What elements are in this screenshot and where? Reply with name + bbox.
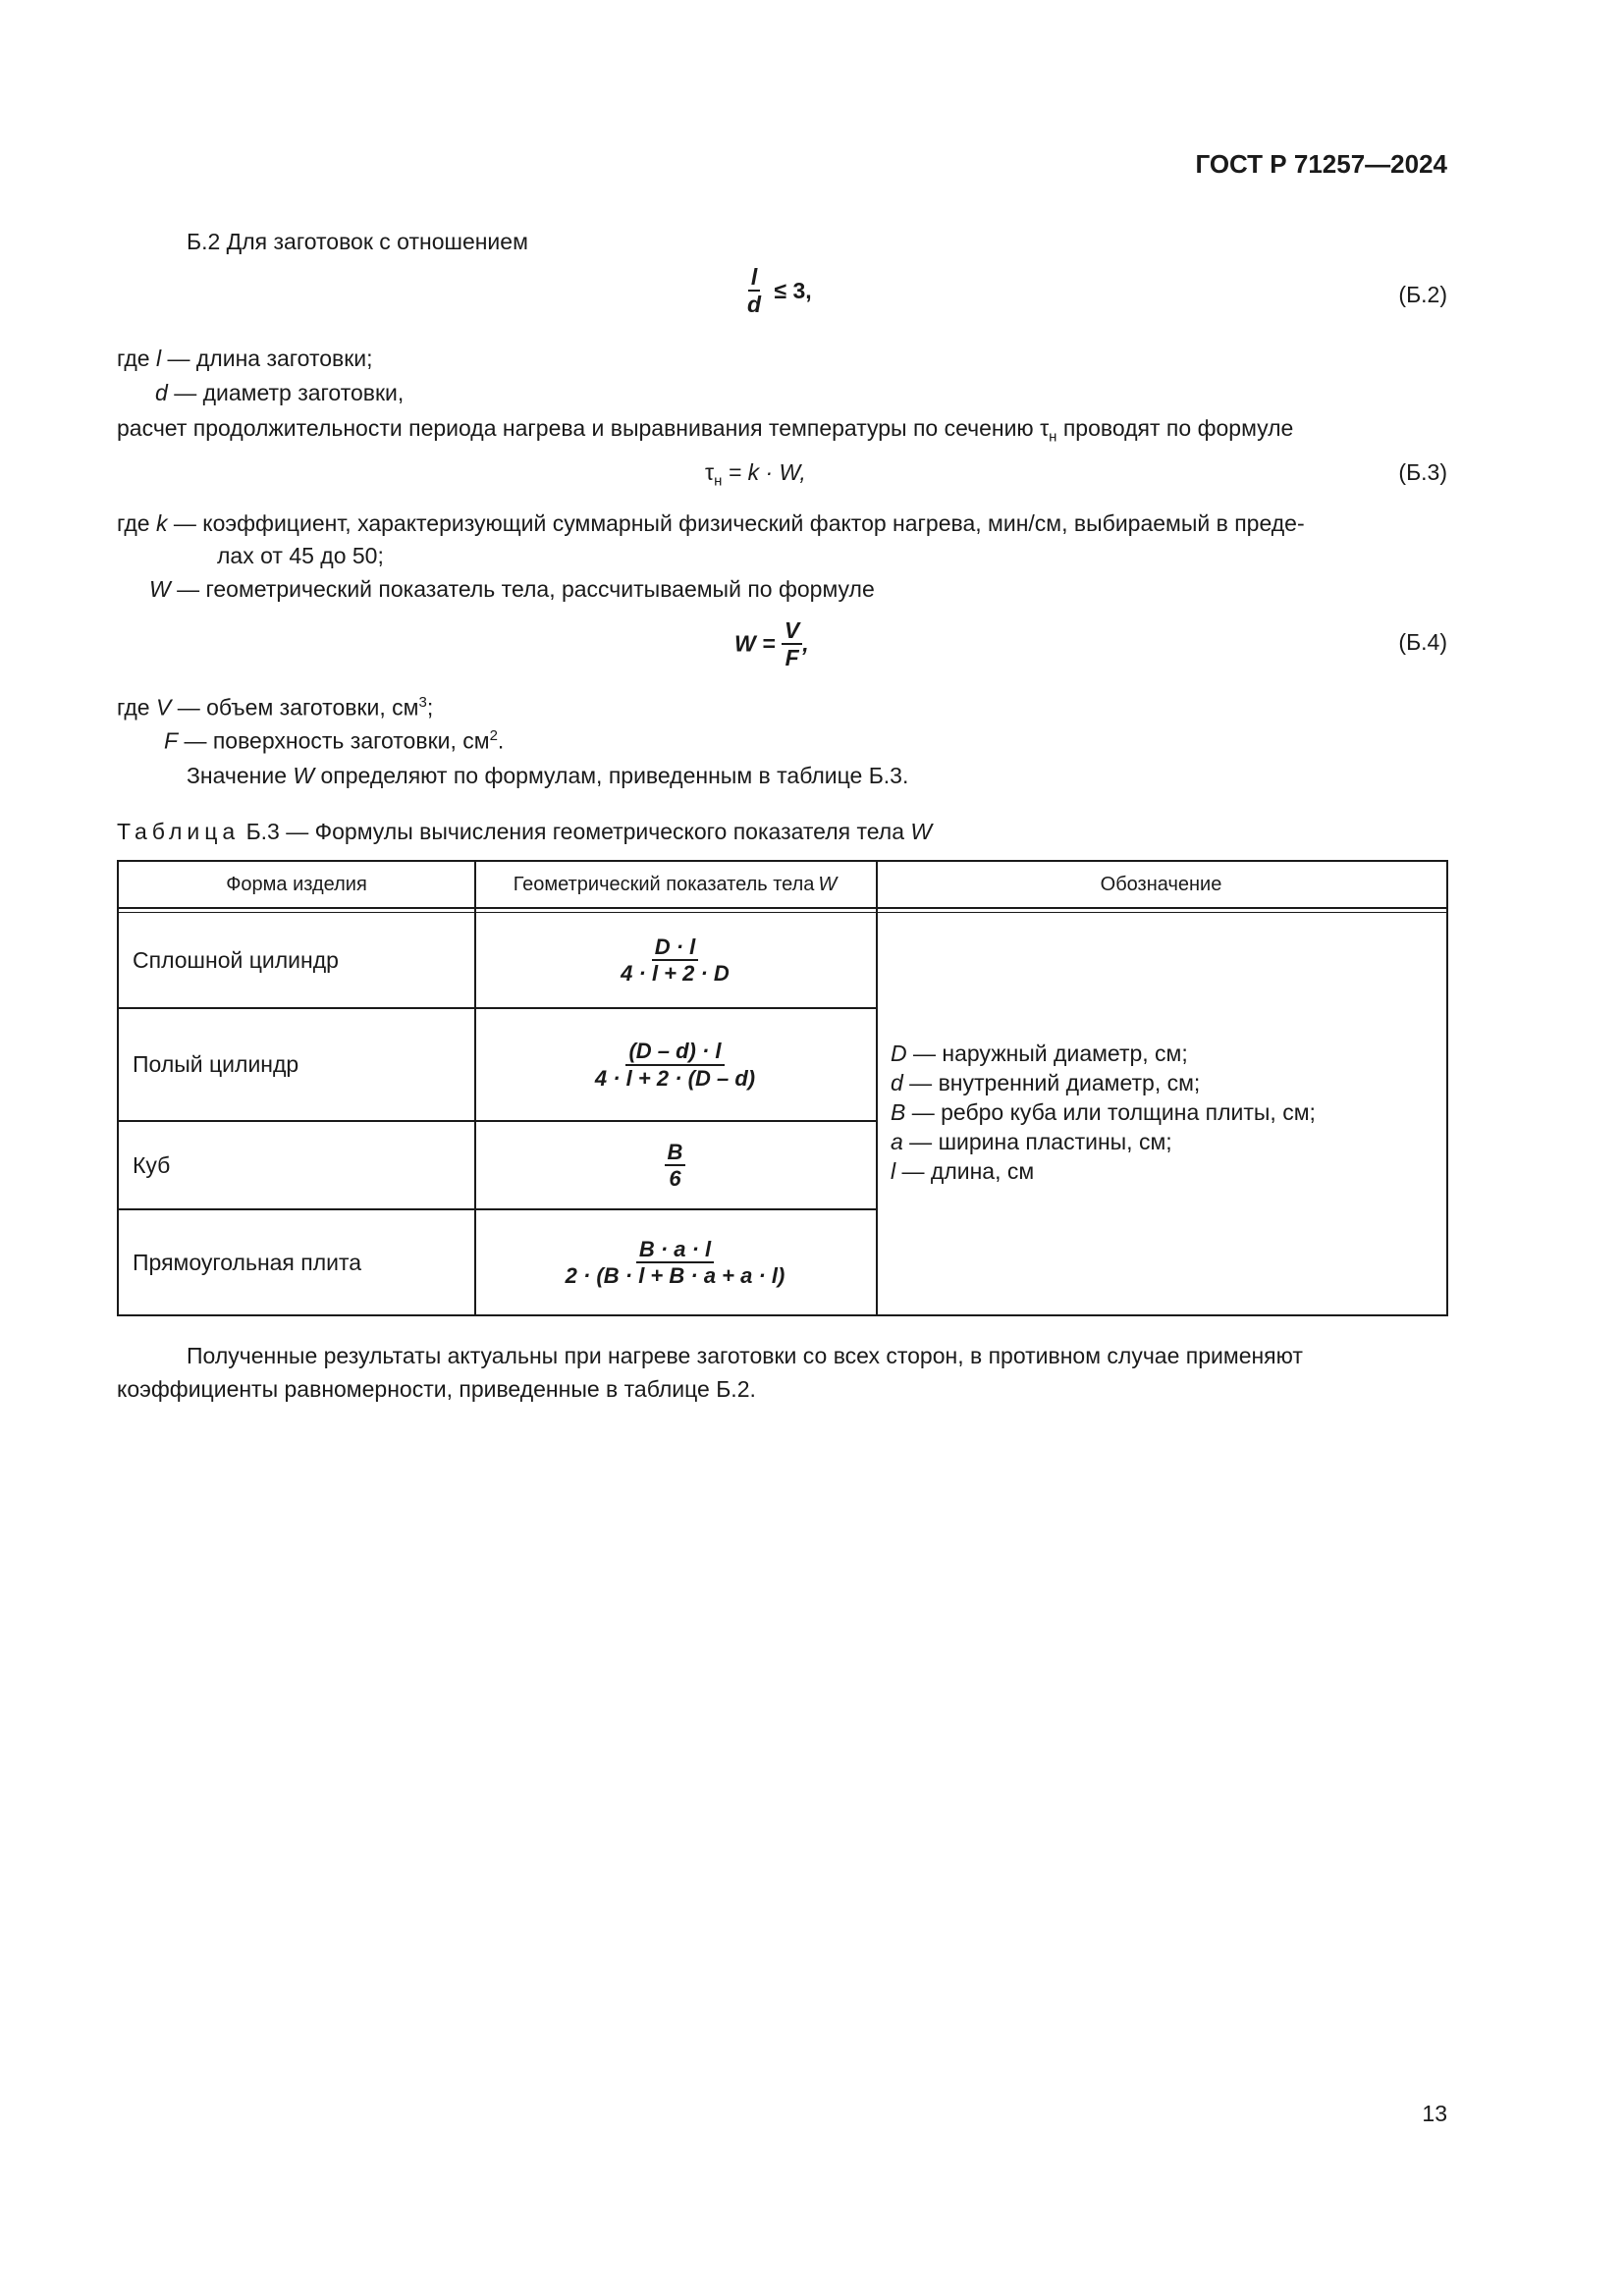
notation-symbol: D	[891, 1041, 907, 1066]
formula-b4-fraction	[782, 618, 802, 669]
table-caption-text: Б.3 — Формулы вычисления геометрического показателя тела	[240, 819, 911, 844]
symbol-k: k	[155, 510, 168, 536]
notation-text: — длина, см	[895, 1158, 1035, 1184]
where-w-line	[149, 576, 875, 603]
where-k-continuation: лах от 45 до 50;	[217, 543, 384, 568]
fraction-denominator: 6	[669, 1166, 681, 1191]
symbol-v: V	[155, 694, 172, 721]
notation-text: — ширина пластины, см;	[902, 1129, 1172, 1154]
table-header-indicator	[474, 862, 876, 907]
where-l-line	[117, 346, 373, 372]
b2-intro: Б.2 Для заготовок с отношением	[187, 229, 528, 254]
where-w-text: — геометрический показатель тела, рассчитываемый по формуле	[177, 576, 875, 602]
fraction-numerator: B	[665, 1141, 686, 1166]
table-header-shape: Форма изделия	[226, 873, 367, 895]
conclusion-line-1: Полученные результаты актуальны при нагреве заготовки со всех сторон, в противном случае применяют	[187, 1343, 1303, 1368]
table-row-formula	[474, 1210, 876, 1314]
symbol-d: d	[155, 380, 168, 405]
fraction-numerator: B · a · l	[636, 1238, 714, 1263]
where-f-line	[164, 727, 504, 755]
value-sentence	[187, 763, 908, 789]
notation-symbol: B	[891, 1099, 906, 1125]
formula-b3-subscript: н	[714, 472, 723, 490]
formula-b3	[705, 459, 806, 490]
table-row-name: Прямоугольная плита	[133, 1249, 362, 1275]
value-sentence-symbol: W	[293, 763, 315, 788]
equation-label-b3: (Б.3)	[1398, 459, 1447, 485]
notation-symbol: d	[891, 1070, 903, 1095]
notation-text: — внутренний диаметр, см;	[902, 1070, 1201, 1095]
where-v-text: — объем заготовки, см	[177, 694, 419, 721]
where-v-end: ;	[426, 694, 434, 721]
equation-label-b2: (Б.2)	[1398, 282, 1447, 307]
table-row-formula	[474, 1122, 876, 1208]
calc-sentence	[117, 415, 1293, 446]
fraction-numerator: (D – d) · l	[625, 1040, 724, 1065]
symbol-f: F	[164, 727, 179, 754]
formula-b4-denominator: F	[785, 645, 799, 671]
where-prefix: где	[117, 694, 150, 721]
formula-b2-denominator: d	[747, 292, 762, 318]
formula-hollow-cylinder	[592, 1040, 758, 1089]
notation-item	[891, 1156, 1440, 1186]
table-caption-symbol: W	[910, 819, 933, 844]
calc-sentence-text: расчет продолжительности периода нагрева и выравнивания температуры по сечению τ	[117, 415, 1050, 441]
notation-symbol: a	[891, 1129, 903, 1154]
formula-solid-cylinder	[618, 935, 732, 985]
table-caption-label: Таблица	[117, 819, 241, 844]
formula-b3-tau: τ	[705, 459, 715, 485]
notation-text: — наружный диаметр, см;	[906, 1041, 1188, 1066]
notation-text: — ребро куба или толщина плиты, см;	[905, 1099, 1316, 1125]
where-prefix: где	[117, 346, 150, 371]
value-sentence-start: Значение	[187, 763, 294, 788]
document-id: ГОСТ Р 71257—2024	[1195, 149, 1447, 179]
table-header-rule	[119, 907, 1446, 909]
table-row-name: Куб	[133, 1151, 171, 1178]
calc-sentence-subscript: н	[1049, 428, 1057, 446]
notation-notes	[891, 1039, 1440, 1186]
formula-b2-fraction	[744, 265, 764, 316]
formula-cube	[665, 1141, 686, 1190]
value-sentence-end: определяют по формулам, приведенным в таблице Б.3.	[314, 763, 909, 788]
where-f-end: .	[497, 727, 505, 754]
table-divider	[876, 862, 878, 1314]
symbol-w: W	[149, 576, 171, 602]
formula-b4-numerator: V	[782, 618, 802, 645]
table-header-indicator-text: Геометрический показатель тела	[513, 873, 815, 895]
notation-item	[891, 1039, 1440, 1068]
where-k-text: — коэффициент, характеризующий суммарный физический фактор нагрева, мин/см, выбираемый в преде-	[173, 510, 1305, 536]
fraction-denominator: 2 · (B · l + B · a + a · l)	[565, 1263, 785, 1288]
fraction-numerator: D · l	[652, 935, 699, 961]
calc-sentence-end: проводят по формуле	[1056, 415, 1294, 441]
fraction-denominator: 4 · l + 2 · (D – d)	[594, 1065, 756, 1091]
table-row-name: Сплошной цилиндр	[133, 946, 339, 973]
formula-b3-rhs: = k · W,	[722, 459, 806, 485]
formula-b2-numerator: l	[748, 265, 760, 292]
where-v-superscript: 3	[418, 694, 427, 711]
formula-rectangular-plate	[563, 1238, 788, 1287]
conclusion-line-2: коэффициенты равномерности, приведенные в таблице Б.2.	[117, 1376, 756, 1402]
table-caption	[117, 819, 932, 845]
page-number: 13	[1422, 2101, 1447, 2126]
formula-b2	[744, 265, 812, 316]
equation-label-b4: (Б.4)	[1398, 629, 1447, 655]
table-header-indicator-symbol: W	[818, 873, 838, 895]
where-l-text: — длина заготовки;	[167, 346, 373, 371]
formula-b4-tail: ,	[802, 630, 809, 657]
notation-item	[891, 1127, 1440, 1156]
where-prefix: где	[117, 510, 150, 536]
where-d-text: — диаметр заготовки,	[174, 380, 405, 405]
formulas-table	[117, 860, 1448, 1316]
table-row-formula	[474, 913, 876, 1007]
notation-symbol: l	[891, 1158, 896, 1184]
table-row-name: Полый цилиндр	[133, 1051, 299, 1077]
where-f-superscript: 2	[489, 727, 498, 744]
formula-b4	[734, 618, 809, 669]
table-row-formula	[474, 1009, 876, 1120]
where-v-line	[117, 694, 433, 721]
fraction-denominator: 4 · l + 2 · D	[621, 961, 730, 986]
where-f-text: — поверхность заготовки, см	[184, 727, 490, 754]
notation-item	[891, 1097, 1440, 1127]
notation-item	[891, 1068, 1440, 1097]
where-k-line	[117, 510, 1305, 537]
where-d-line	[155, 380, 404, 406]
table-header-notation: Обозначение	[1100, 873, 1222, 895]
formula-b2-inequality: ≤ 3,	[774, 277, 812, 303]
formula-b4-lhs: W =	[734, 630, 776, 657]
symbol-l: l	[155, 346, 162, 371]
